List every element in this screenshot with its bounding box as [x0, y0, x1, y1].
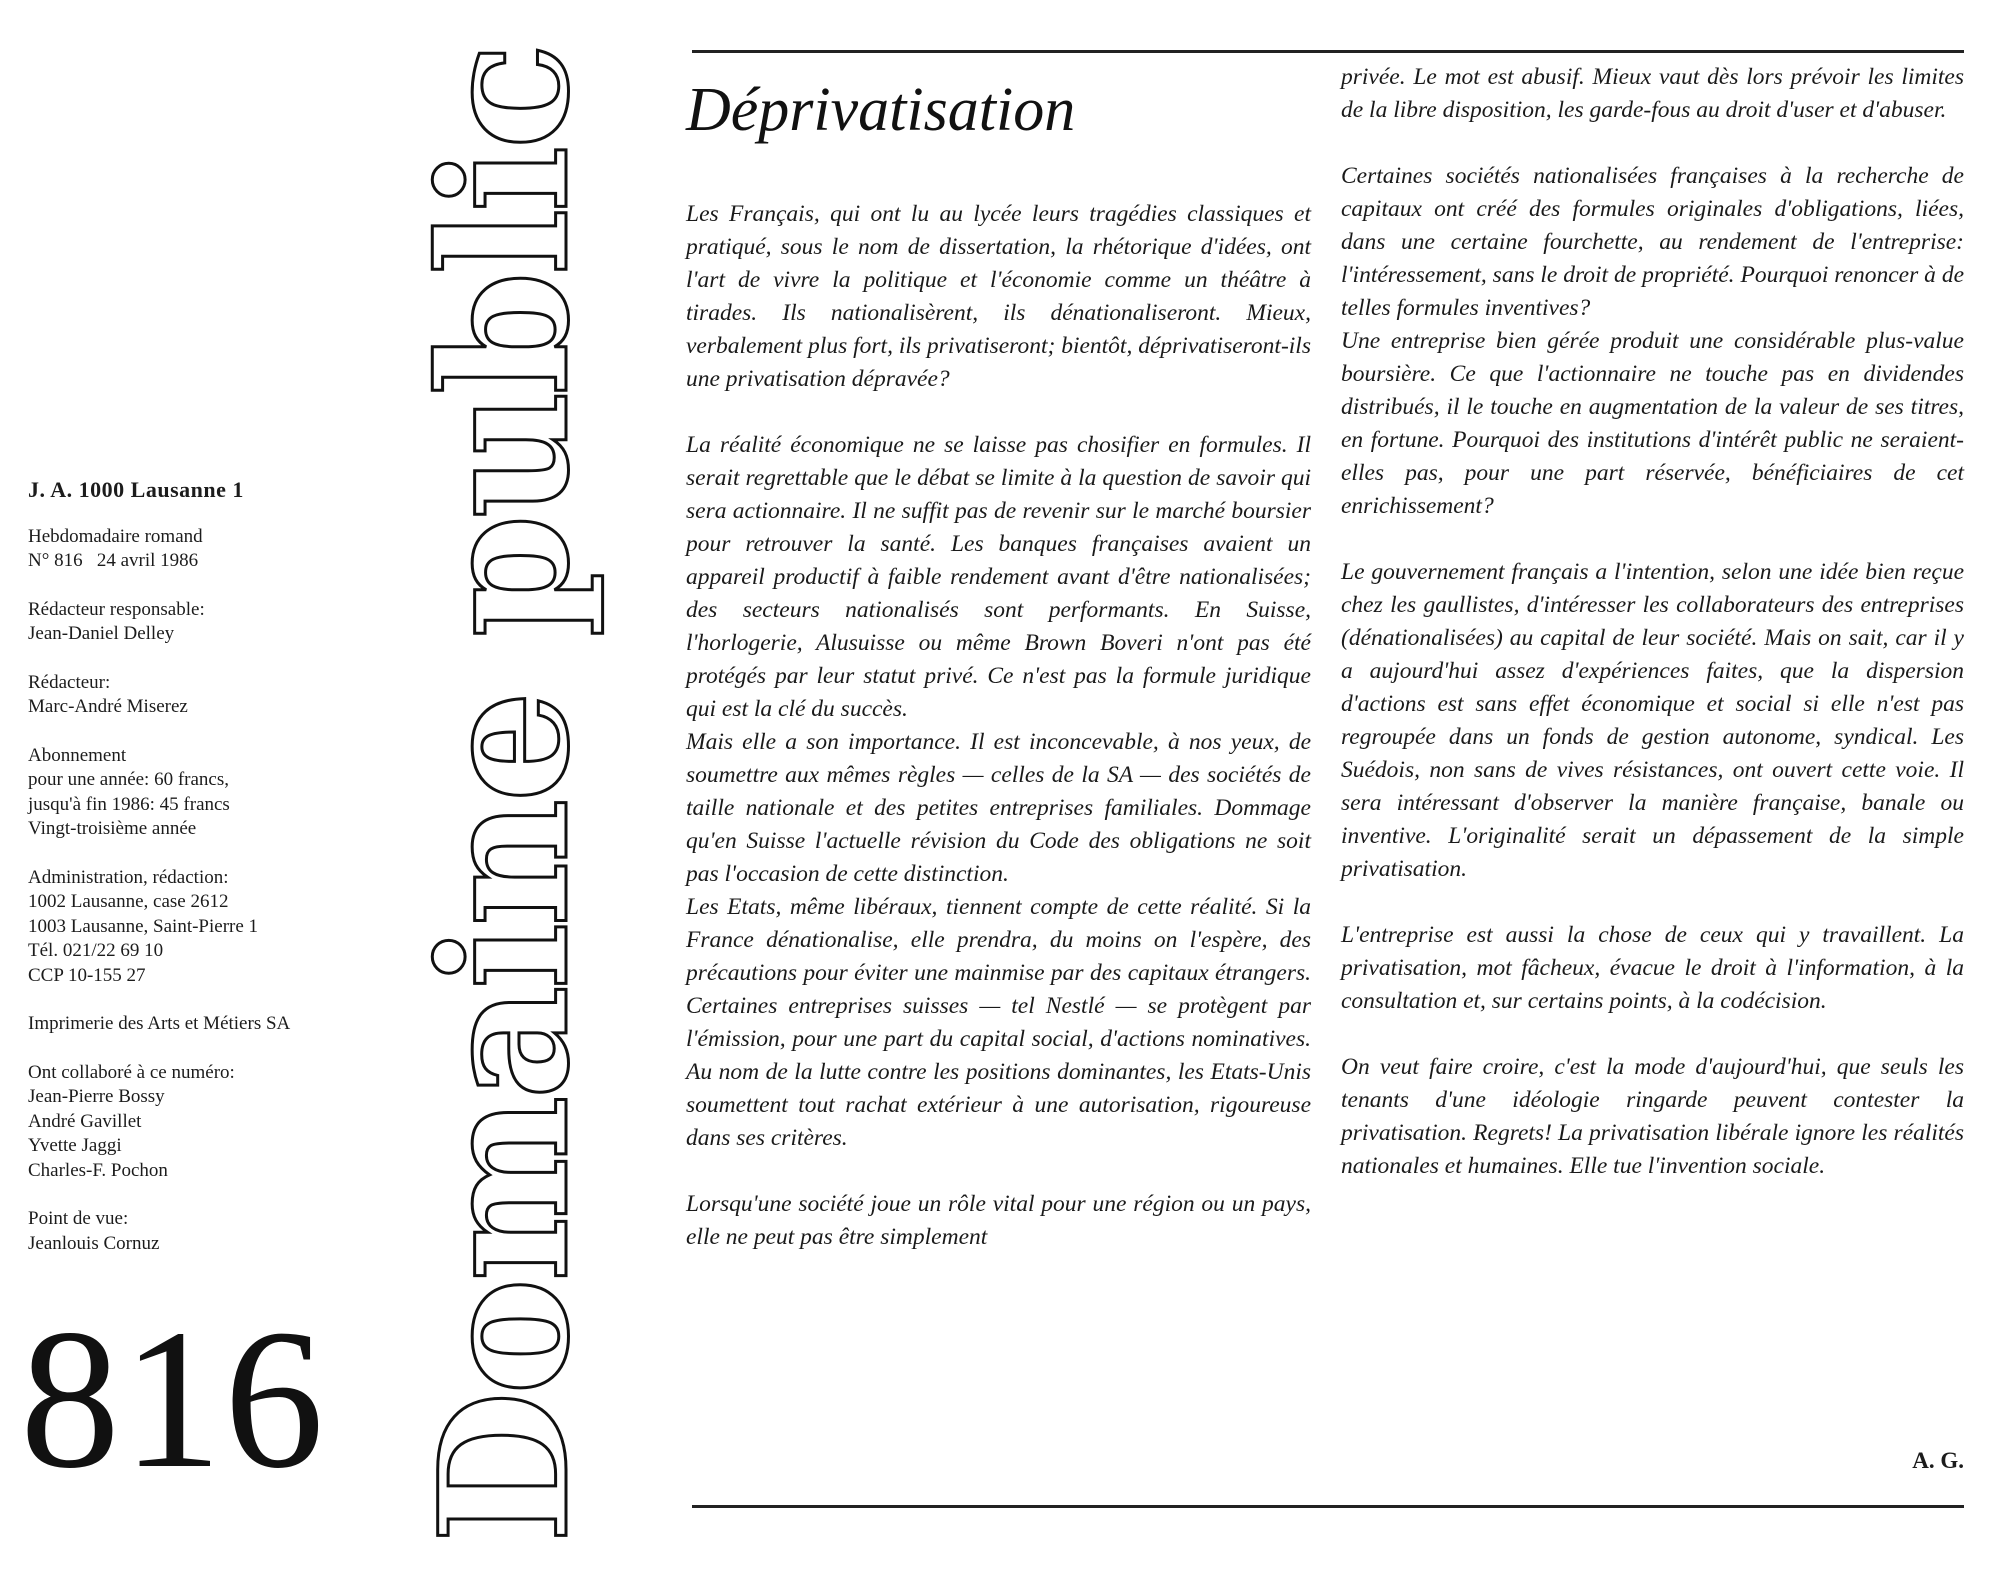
info-line: CCP 10-155 27	[28, 964, 146, 986]
article-paragraph: Mais elle a son importance. Il est inconcevable, à nos yeux, de soumettre aux mêmes règles — celles de la SA — des sociétés de taille nationale et des petites entreprises familiales. Dommage qu'en Suisse l'actuelle révision du Code des obligations ne soit pas l'occasion de cette distinction.	[686, 729, 1311, 887]
info-line: Hebdomadaire romand	[28, 525, 203, 547]
publication-info	[28, 478, 388, 1280]
info-line: Jean-Daniel Delley	[28, 623, 175, 644]
info-line: pour une année: 60 francs,	[28, 769, 230, 790]
info-line: Rédacteur:	[28, 671, 111, 693]
article-paragraph: La réalité économique ne se laisse pas chosifier en formules. Il serait regrettable que le débat se limite à la question de savoir qui sera actionnaire. Il ne suffit pas de revenir sur le marché boursier pour retrouver la santé. Les banques françaises avaient un appareil productif à faible rendement avant d'être nationalisées; des secteurs nationalisés sont performants. En Suisse, l'horlogerie, Alusuisse ou même Brown Boveri n'ont pas été protégés par leur statut privé. Ce n'est pas la formule juridique qui est la clé du succès.	[686, 432, 1311, 722]
masthead-title: Domaine public	[401, 46, 608, 1544]
article-column-2	[1341, 61, 1964, 1183]
contributor-name: Jean-Pierre Bossy	[28, 1086, 165, 1107]
contributors-block	[28, 1061, 388, 1184]
article-paragraph: Les Etats, même libéraux, tiennent compte de cette réalité. Si la France dénationalise, elle prendra, du moins on l'espère, des précautions pour éviter une mainmise par des capitaux étrangers. Certaines entreprises suisses — tel Nestlé — se protègent par l'émission, pour une part du capital social, d'actions nominatives. Au nom de la lutte contre les positions dominantes, les Etats-Unis soumettent tout rachat extérieur à une autorisation, rigoureuse dans ses critères.	[686, 894, 1311, 1151]
article-paragraph: Lorsqu'une société joue un rôle vital pour une région ou un pays, elle ne peut pas être simplement	[686, 1191, 1311, 1250]
info-line: Vingt-troisième année	[28, 818, 197, 839]
info-line: Point de vue:	[28, 1208, 129, 1229]
info-line: Marc-André Miserez	[28, 696, 188, 717]
article-paragraph: Certaines sociétés nationalisées françaises à la recherche de capitaux ont créé des formules originales d'obligations, liées, dans une certaine fourchette, au rendement de l'entreprise: l'intéressement, sans le droit de propriété. Pourquoi renoncer à de telles formules inventives?	[1341, 163, 1964, 321]
info-line: 1003 Lausanne, Saint-Pierre 1	[28, 915, 259, 937]
article-title: Déprivatisation	[686, 76, 1076, 144]
contributor-name: Yvette Jaggi	[28, 1135, 122, 1156]
info-line: Imprimerie des Arts et Métiers SA	[28, 1013, 291, 1034]
ja-line: J. A. 1000 Lausanne 1	[28, 477, 244, 502]
editor-in-chief-block	[28, 598, 388, 647]
weekly-block	[28, 525, 388, 574]
article-paragraph: On veut faire croire, c'est la mode d'aujourd'hui, que seuls les tenants d'une idéologie ringarde peuvent contester la privatisation. Regrets! La privatisation libérale ignore les réalités nationales et humaines. Elle tue l'invention sociale.	[1341, 1054, 1964, 1179]
contributor-name: André Gavillet	[28, 1110, 142, 1132]
article-paragraph: L'entreprise est aussi la chose de ceux qui y travaillent. La privatisation, mot fâcheux, évacue le droit à l'information, à la consultation et, sur certains points, à la codécision.	[1341, 922, 1964, 1014]
article-paragraph: Une entreprise bien gérée produit une considérable plus-value boursière. Ce que l'actionnaire ne touche pas en dividendes distribués, il le touche en augmentation de la valeur de ses titres, en fortune. Pourquoi des institutions d'intérêt public ne seraient-elles pas, pour une part réservée, bénéficiaires de cet enrichissement?	[1341, 328, 1964, 519]
top-rule	[692, 50, 1964, 53]
contributor-name: Charles-F. Pochon	[28, 1159, 168, 1181]
viewpoint-block	[28, 1207, 388, 1256]
article-paragraph: Les Français, qui ont lu au lycée leurs tragédies classiques et pratiqué, sous le nom de dissertation, la rhétorique d'idées, ont l'art de vivre la politique et l'économie comme un théâtre à tirades. Ils nationalisèrent, ils dénationaliseront. Mieux, verbalement plus fort, ils privatiseront; bientôt, déprivatiseront-ils une privatisation dépravée?	[686, 201, 1311, 392]
article-paragraph: Le gouvernement français a l'intention, selon une idée bien reçue chez les gaullistes, d'intéresser les collaborateurs des entreprises (dénationalisées) au capital de leur société. Mais on sait, car il y a aujourd'hui assez d'expériences faites, que la dispersion d'actions est sans effet économique et social si elle n'est pas regroupée dans un fonds de gestion autonome, syndical. Les Suédois, non sans de vives résistances, ont ouvert cette voie. Il sera intéressant d'observer la manière française, banale ou inventive. L'originalité serait un dépassement de la simple privatisation.	[1341, 559, 1964, 882]
subscription-block	[28, 744, 388, 842]
article-paragraph: privée. Le mot est abusif. Mieux vaut dès lors prévoir les limites de la libre disposition, les garde-fous au droit d'user et d'abuser.	[1341, 64, 1964, 123]
info-line: 1002 Lausanne, case 2612	[28, 891, 229, 912]
masthead	[401, 46, 608, 1544]
issue-date: N° 816 24 avril 1986	[28, 550, 199, 571]
administration-block	[28, 866, 388, 989]
printer-block	[28, 1012, 388, 1037]
info-line: Administration, rédaction:	[28, 866, 229, 888]
info-line: Rédacteur responsable:	[28, 598, 205, 620]
info-line: jusqu'à fin 1986: 45 francs	[28, 793, 230, 815]
bottom-rule	[692, 1505, 1964, 1508]
info-line: Tél. 021/22 69 10	[28, 940, 164, 961]
info-line: Abonnement	[28, 744, 127, 766]
info-line: Ont collaboré à ce numéro:	[28, 1061, 235, 1083]
issue-number-large: 816	[20, 1289, 326, 1510]
editor-block	[28, 671, 388, 720]
info-line: Jeanlouis Cornuz	[28, 1232, 160, 1254]
author-signature: A. G.	[1912, 1448, 1964, 1473]
article-column-1	[686, 198, 1311, 1254]
